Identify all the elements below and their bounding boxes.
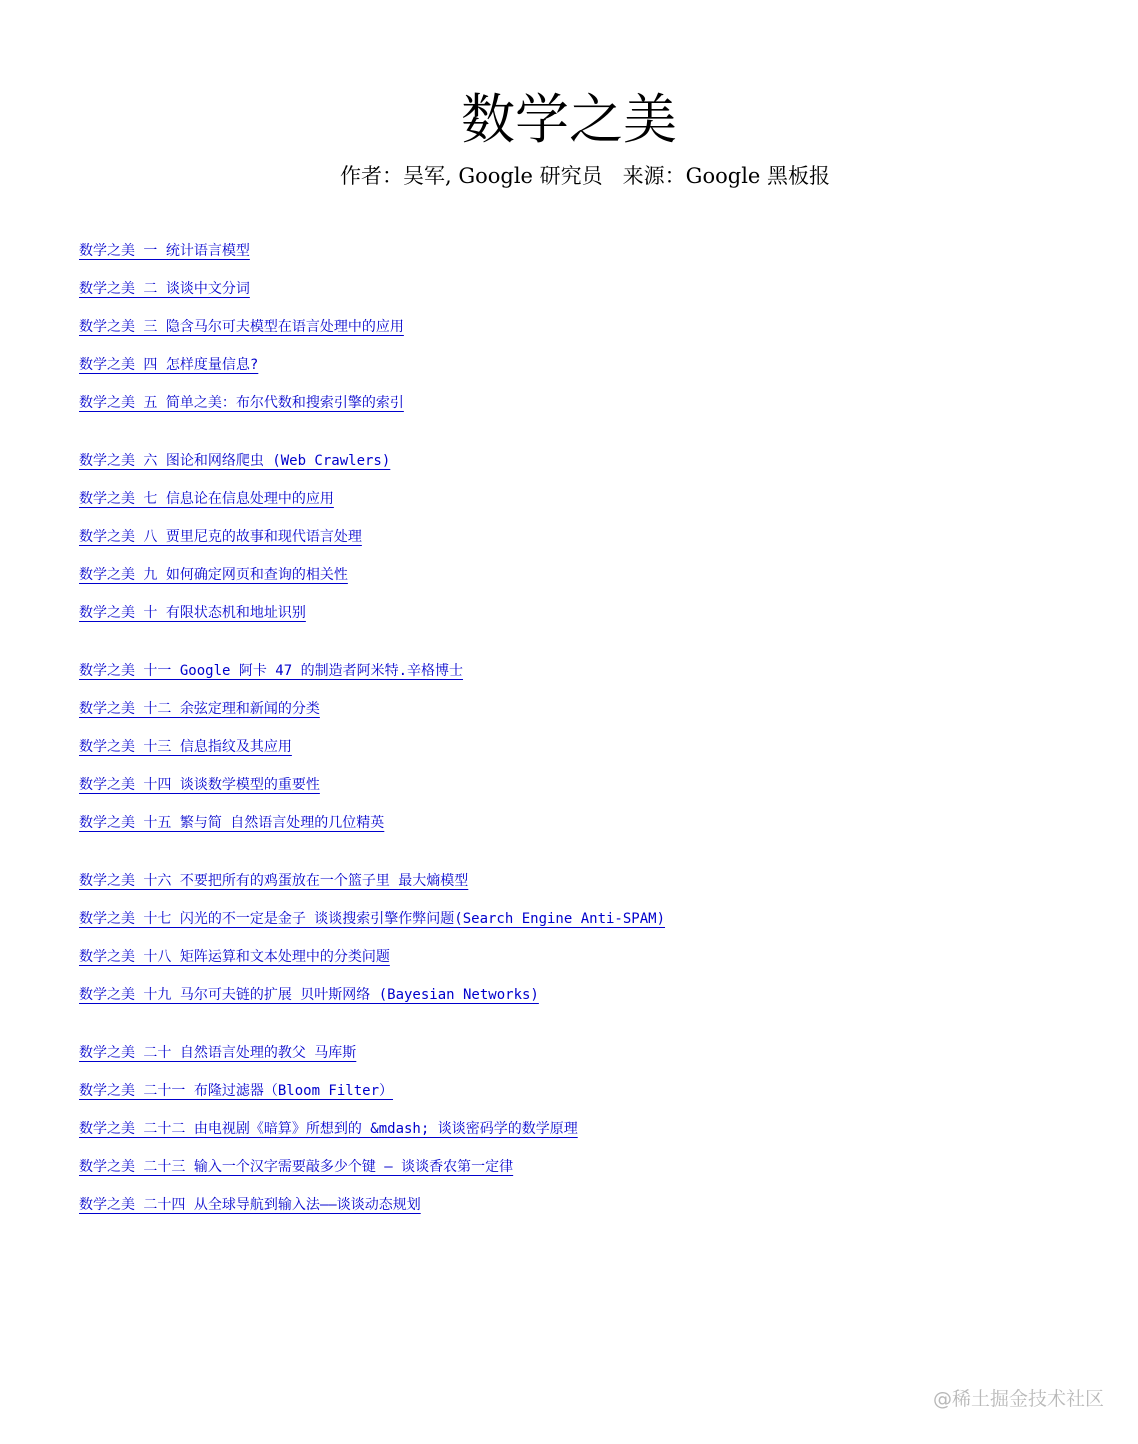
toc-link-8[interactable]: 数学之美 八 贾里尼克的故事和现代语言处理 (79, 529, 362, 545)
toc-link-15[interactable]: 数学之美 十五 繁与简 自然语言处理的几位精英 (79, 815, 385, 831)
toc-group-1 (79, 232, 1119, 422)
toc-group-2 (79, 442, 1119, 632)
toc-link-11[interactable]: 数学之美 十一 Google 阿卡 47 的制造者阿米特.辛格博士 (79, 663, 464, 679)
toc-link-16[interactable]: 数学之美 十六 不要把所有的鸡蛋放在一个篮子里 最大熵模型 (79, 873, 469, 889)
toc-group-3 (79, 652, 1119, 842)
toc-link-5[interactable]: 数学之美 五 简单之美：布尔代数和搜索引擎的索引 (79, 395, 404, 411)
toc-link-7[interactable]: 数学之美 七 信息论在信息处理中的应用 (79, 491, 334, 507)
toc-link-10[interactable]: 数学之美 十 有限状态机和地址识别 (79, 605, 306, 621)
toc-link-20[interactable]: 数学之美 二十 自然语言处理的教父 马库斯 (79, 1045, 357, 1061)
toc-link-3[interactable]: 数学之美 三 隐含马尔可夫模型在语言处理中的应用 (79, 319, 404, 335)
toc-link-21[interactable]: 数学之美 二十一 布隆过滤器（Bloom Filter） (79, 1083, 394, 1099)
toc-link-9[interactable]: 数学之美 九 如何确定网页和查询的相关性 (79, 567, 348, 583)
toc-link-19[interactable]: 数学之美 十九 马尔可夫链的扩展 贝叶斯网络 (Bayesian Networks) (79, 987, 539, 1003)
toc-group-5 (79, 1034, 1119, 1224)
toc-link-18[interactable]: 数学之美 十八 矩阵运算和文本处理中的分类问题 (79, 949, 390, 965)
toc-link-23[interactable]: 数学之美 二十三 输入一个汉字需要敲多少个键 — 谈谈香农第一定律 (79, 1159, 514, 1175)
toc-link-12[interactable]: 数学之美 十二 余弦定理和新闻的分类 (79, 701, 320, 717)
toc-link-24[interactable]: 数学之美 二十四 从全球导航到输入法——谈谈动态规划 (79, 1197, 421, 1213)
toc-link-14[interactable]: 数学之美 十四 谈谈数学模型的重要性 (79, 777, 320, 793)
toc-link-2[interactable]: 数学之美 二 谈谈中文分词 (79, 281, 250, 297)
table-of-contents (79, 232, 1119, 1244)
toc-link-1[interactable]: 数学之美 一 统计语言模型 (79, 243, 250, 259)
toc-group-4 (79, 862, 1119, 1014)
page-title: 数学之美 (461, 88, 677, 151)
watermark: @稀土掘金技术社区 (932, 1388, 1104, 1410)
toc-link-13[interactable]: 数学之美 十三 信息指纹及其应用 (79, 739, 292, 755)
toc-link-17[interactable]: 数学之美 十七 闪光的不一定是金子 谈谈搜索引擎作弊问题(Search Engine Anti-SPAM) (79, 911, 666, 927)
toc-link-22[interactable]: 数学之美 二十二 由电视剧《暗算》所想到的 &mdash; 谈谈密码学的数学原理 (79, 1121, 578, 1137)
toc-link-6[interactable]: 数学之美 六 图论和网络爬虫 (Web Crawlers) (79, 453, 391, 469)
toc-link-4[interactable]: 数学之美 四 怎样度量信息? (79, 357, 259, 373)
byline: 作者：吴军, Google 研究员 来源：Google 黑板报 (339, 164, 831, 188)
